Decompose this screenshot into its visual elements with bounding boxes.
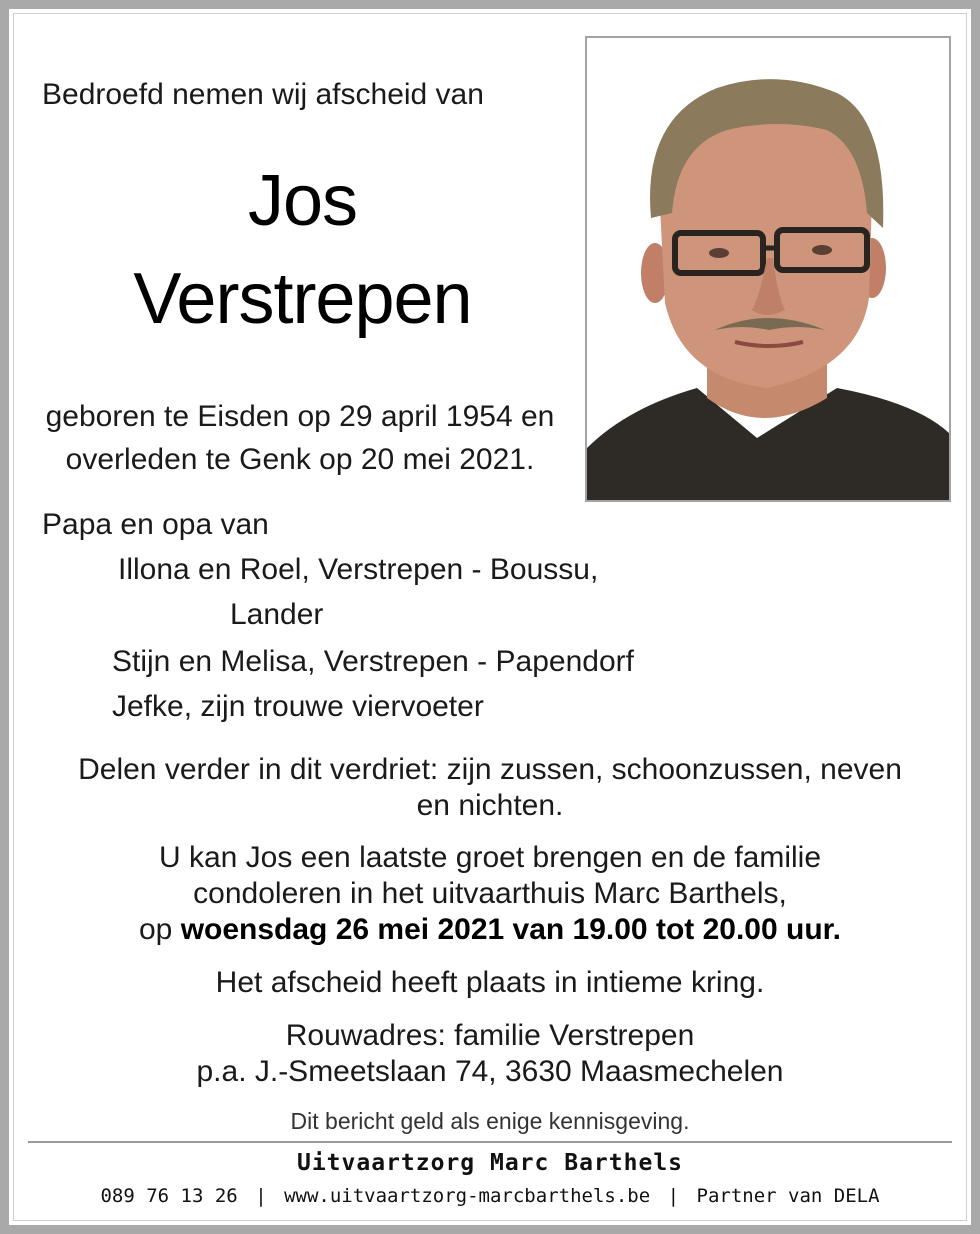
partner-text: Partner van DELA: [696, 1185, 880, 1207]
family-line: Stijn en Melisa, Verstrepen - Papendorf: [112, 645, 634, 678]
visit-prefix: op: [138, 913, 173, 946]
mourning-address: [40, 1018, 940, 1090]
visitation-text: [40, 840, 940, 948]
death-line: overleden te Genk op 20 mei 2021.: [65, 443, 535, 476]
family-line: Lander: [230, 598, 324, 631]
contact-line: [40, 1185, 940, 1207]
portrait-photo-icon: [587, 38, 949, 500]
visit-datetime: woensdag 26 mei 2021 van 19.00 tot 20.00 uur.: [180, 913, 842, 946]
notice-text: Dit bericht geld als enige kennisgeving.: [290, 1108, 690, 1134]
share-line-2: en nichten.: [416, 789, 564, 822]
family-line: Jefke, zijn trouwe viervoeter: [112, 690, 484, 723]
address-line-2: p.a. J.-Smeetslaan 74, 3630 Maasmechelen: [196, 1055, 784, 1088]
deceased-last-name: Verstrepen: [133, 259, 472, 339]
deceased-first-name: Jos: [247, 161, 358, 241]
portrait-photo: [585, 36, 951, 502]
website-link[interactable]: www.uitvaartzorg-marcbarthels.be: [284, 1185, 651, 1207]
visit-line-1: U kan Jos een laatste groet brengen en de familie: [158, 841, 822, 874]
farewell-text: Het afscheid heeft plaats in intieme kring.: [215, 966, 765, 999]
footer-divider: [28, 1141, 952, 1143]
phone-number[interactable]: 089 76 13 26: [100, 1185, 238, 1207]
birth-line: geboren te Eisden op 29 april 1954 en: [45, 400, 555, 433]
share-grief-text: [40, 752, 940, 824]
visit-line-3: [40, 912, 940, 948]
share-line-1: Delen verder in dit verdriet: zijn zussen, schoonzussen, neven: [78, 753, 902, 786]
address-line-1: Rouwadres: familie Verstrepen: [285, 1019, 695, 1052]
company-name: Uitvaartzorg Marc Barthels: [296, 1150, 684, 1176]
family-heading: Papa en opa van: [42, 508, 269, 541]
separator: |: [255, 1185, 267, 1207]
visit-line-2: condoleren in het uitvaarthuis Marc Barthels,: [193, 877, 787, 910]
separator: |: [667, 1185, 680, 1207]
birth-death-dates: [30, 395, 570, 481]
intro-text: Bedroefd nemen wij afscheid van: [42, 78, 484, 111]
family-line: Illona en Roel, Verstrepen - Boussu,: [118, 553, 599, 586]
